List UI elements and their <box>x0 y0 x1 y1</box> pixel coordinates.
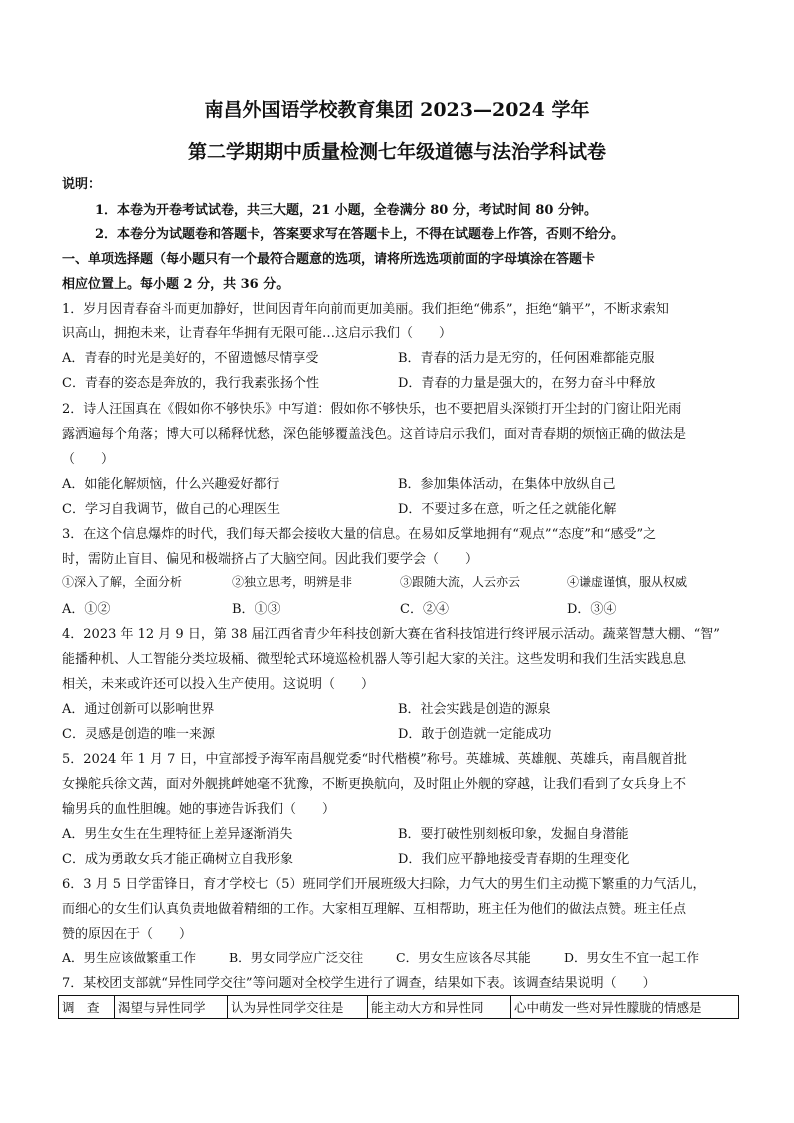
q6-stem-line: 而细心的女生们认真负责地做着精细的工作。大家相互理解、互相帮助，班主任为他们的做法点赞。班主任点 <box>62 902 687 917</box>
table-cell: 心中萌发一些对异性朦胧的情感是 <box>511 996 739 1019</box>
q3-statement-1: ①深入了解，全面分析 <box>62 575 183 589</box>
q4-stem-line: 能播种机、人工智能分类垃圾桶、微型轮式环境巡检机器人等引起大家的关注。这些发明和我们生活实践息息 <box>62 652 687 667</box>
section1-heading-line2: 相应位置上。每小题 2 分，共 36 分。 <box>62 277 290 292</box>
table-cell: 渴望与异性同学 <box>115 996 228 1019</box>
q2-option-a: A．如能化解烦恼，什么兴趣爱好都行 <box>62 477 280 492</box>
q7-stem-line: 7．某校团支部就“异性同学交往”等问题对全校学生进行了调查，结果如下表。该调查结果说明（ ） <box>62 976 656 991</box>
q2-option-b: B．参加集体活动，在集体中放纵自己 <box>398 477 616 492</box>
q4-option-a: A．通过创新可以影响世界 <box>62 702 215 717</box>
q5-option-c: C．成为勇敢女兵才能正确树立自我形象 <box>62 852 293 867</box>
q5-stem-line: 5．2024 年 1 月 7 日，中宣部授予海军南昌舰党委“时代楷模”称号。英雄城、英雄舰、英雄兵，南昌舰首批 <box>62 752 687 767</box>
q2-option-c: C．学习自我调节，做自己的心理医生 <box>62 502 280 517</box>
instruction-item-1: 1．本卷为开卷考试试卷，共三大题，21 小题，全卷满分 80 分，考试时间 80 分钟。 <box>95 203 597 218</box>
q6-option-b: B．男女同学应广泛交往 <box>229 950 364 965</box>
q6-option-d: D．男女生不宜一起工作 <box>564 950 700 965</box>
table-cell: 认为异性同学交往是 <box>228 996 368 1019</box>
q3-option-a: A．①② <box>62 602 111 617</box>
q3-stem-line: 时，需防止盲目、偏见和极端挤占了大脑空间。因此我们要学会（ ） <box>62 552 479 567</box>
q1-option-a: A．青春的时光是美好的，不留遗憾尽情享受 <box>62 351 319 366</box>
survey-table <box>58 995 739 1019</box>
q3-option-c: C．②④ <box>400 602 449 617</box>
q1-option-d: D．青春的力量是强大的，在努力奋斗中释放 <box>398 376 656 391</box>
q3-statement-4: ④谦虚谨慎，服从权威 <box>567 575 688 589</box>
q2-option-d: D．不要过多在意，听之任之就能化解 <box>398 502 617 517</box>
q3-stem-line: 3．在这个信息爆炸的时代，我们每天都会接收大量的信息。在易如反掌地拥有“观点”“态度”和“感受”之 <box>62 527 657 542</box>
table-cell: 能主动大方和异性同 <box>368 996 511 1019</box>
q6-stem-line: 6．3 月 5 日学雷锋日，育才学校七（5）班同学们开展班级大扫除，力气大的男生们主动揽下繁重的力气活儿， <box>62 877 706 892</box>
q3-option-b: B．①③ <box>232 602 281 617</box>
table-cell: 调 查 <box>59 996 115 1019</box>
q1-stem-line: 识高山，拥抱未来，让青春年华拥有无限可能…这启示我们（ ） <box>62 326 453 341</box>
q4-option-c: C．灵感是创造的唯一来源 <box>62 727 215 742</box>
q5-stem-line: 输男兵的血性胆魄。她的事迹告诉我们（ ） <box>62 802 336 817</box>
q1-stem-line: 1．岁月因青春奋斗而更加静好，世间因青年向前而更加美丽。我们拒绝“佛系”，拒绝“躺平”，不断求索知 <box>62 302 669 317</box>
q4-stem-line: 相关，未来或许还可以投入生产使用。这说明（ ） <box>62 677 375 692</box>
q3-statement-2: ②独立思考，明辨是非 <box>232 575 353 589</box>
q6-stem-line: 赞的原因在于（ ） <box>62 927 193 942</box>
section1-heading-line1: 一、单项选择题（每小题只有一个最符合题意的选项，请将所选选项前面的字母填涂在答题卡 <box>62 252 596 267</box>
q3-option-d: D．③④ <box>567 602 617 617</box>
q1-option-c: C．青春的姿态是奔放的，我行我素张扬个性 <box>62 376 319 391</box>
q2-stem-line: （ ） <box>62 452 115 467</box>
q2-stem-line: 2．诗人汪国真在《假如你不够快乐》中写道：假如你不够快乐，也不要把眉头深锁打开尘封的门窗让阳光雨 <box>62 402 682 417</box>
q5-option-b: B．要打破性别刻板印象，发掘自身潜能 <box>398 827 629 842</box>
q1-option-b: B．青春的活力是无穷的，任何困难都能克服 <box>398 351 655 366</box>
q4-stem-line: 4．2023 年 12 月 9 日，第 38 届江西省青少年科技创新大赛在省科技馆进行终评展示活动。蔬菜智慧大棚、“智” <box>62 627 720 642</box>
exam-title-line1: 南昌外国语学校教育集团 2023—2024 学年 <box>204 99 590 121</box>
q5-option-d: D．我们应平静地接受青春期的生理变化 <box>398 852 630 867</box>
q6-option-a: A．男生应该做繁重工作 <box>62 950 197 965</box>
table-row <box>59 996 739 1019</box>
q5-stem-line: 女操舵兵徐文茜，面对外舰挑衅她毫不犹豫，不断更换航向，及时阻止外舰的穿越，让我们看到了女兵身上不 <box>62 777 687 792</box>
q3-statement-3: ③跟随大流，人云亦云 <box>400 575 521 589</box>
q5-option-a: A．男生女生在生理特征上差异逐渐消失 <box>62 827 293 842</box>
q4-option-d: D．敢于创造就一定能成功 <box>398 727 552 742</box>
instructions-heading: 说明： <box>62 177 102 192</box>
q4-option-b: B．社会实践是创造的源泉 <box>398 702 551 717</box>
q6-option-c: C．男女生应该各尽其能 <box>396 950 531 965</box>
q2-stem-line: 露洒遍每个角落；博大可以稀释忧愁，深色能够覆盖浅色。这首诗启示我们，面对青春期的烦恼正确的做法是 <box>62 427 687 442</box>
exam-title-line2: 第二学期期中质量检测七年级道德与法治学科试卷 <box>187 141 606 163</box>
instruction-item-2: 2．本卷分为试题卷和答题卡，答案要求写在答题卡上，不得在试题卷上作答，否则不给分。 <box>95 227 625 242</box>
